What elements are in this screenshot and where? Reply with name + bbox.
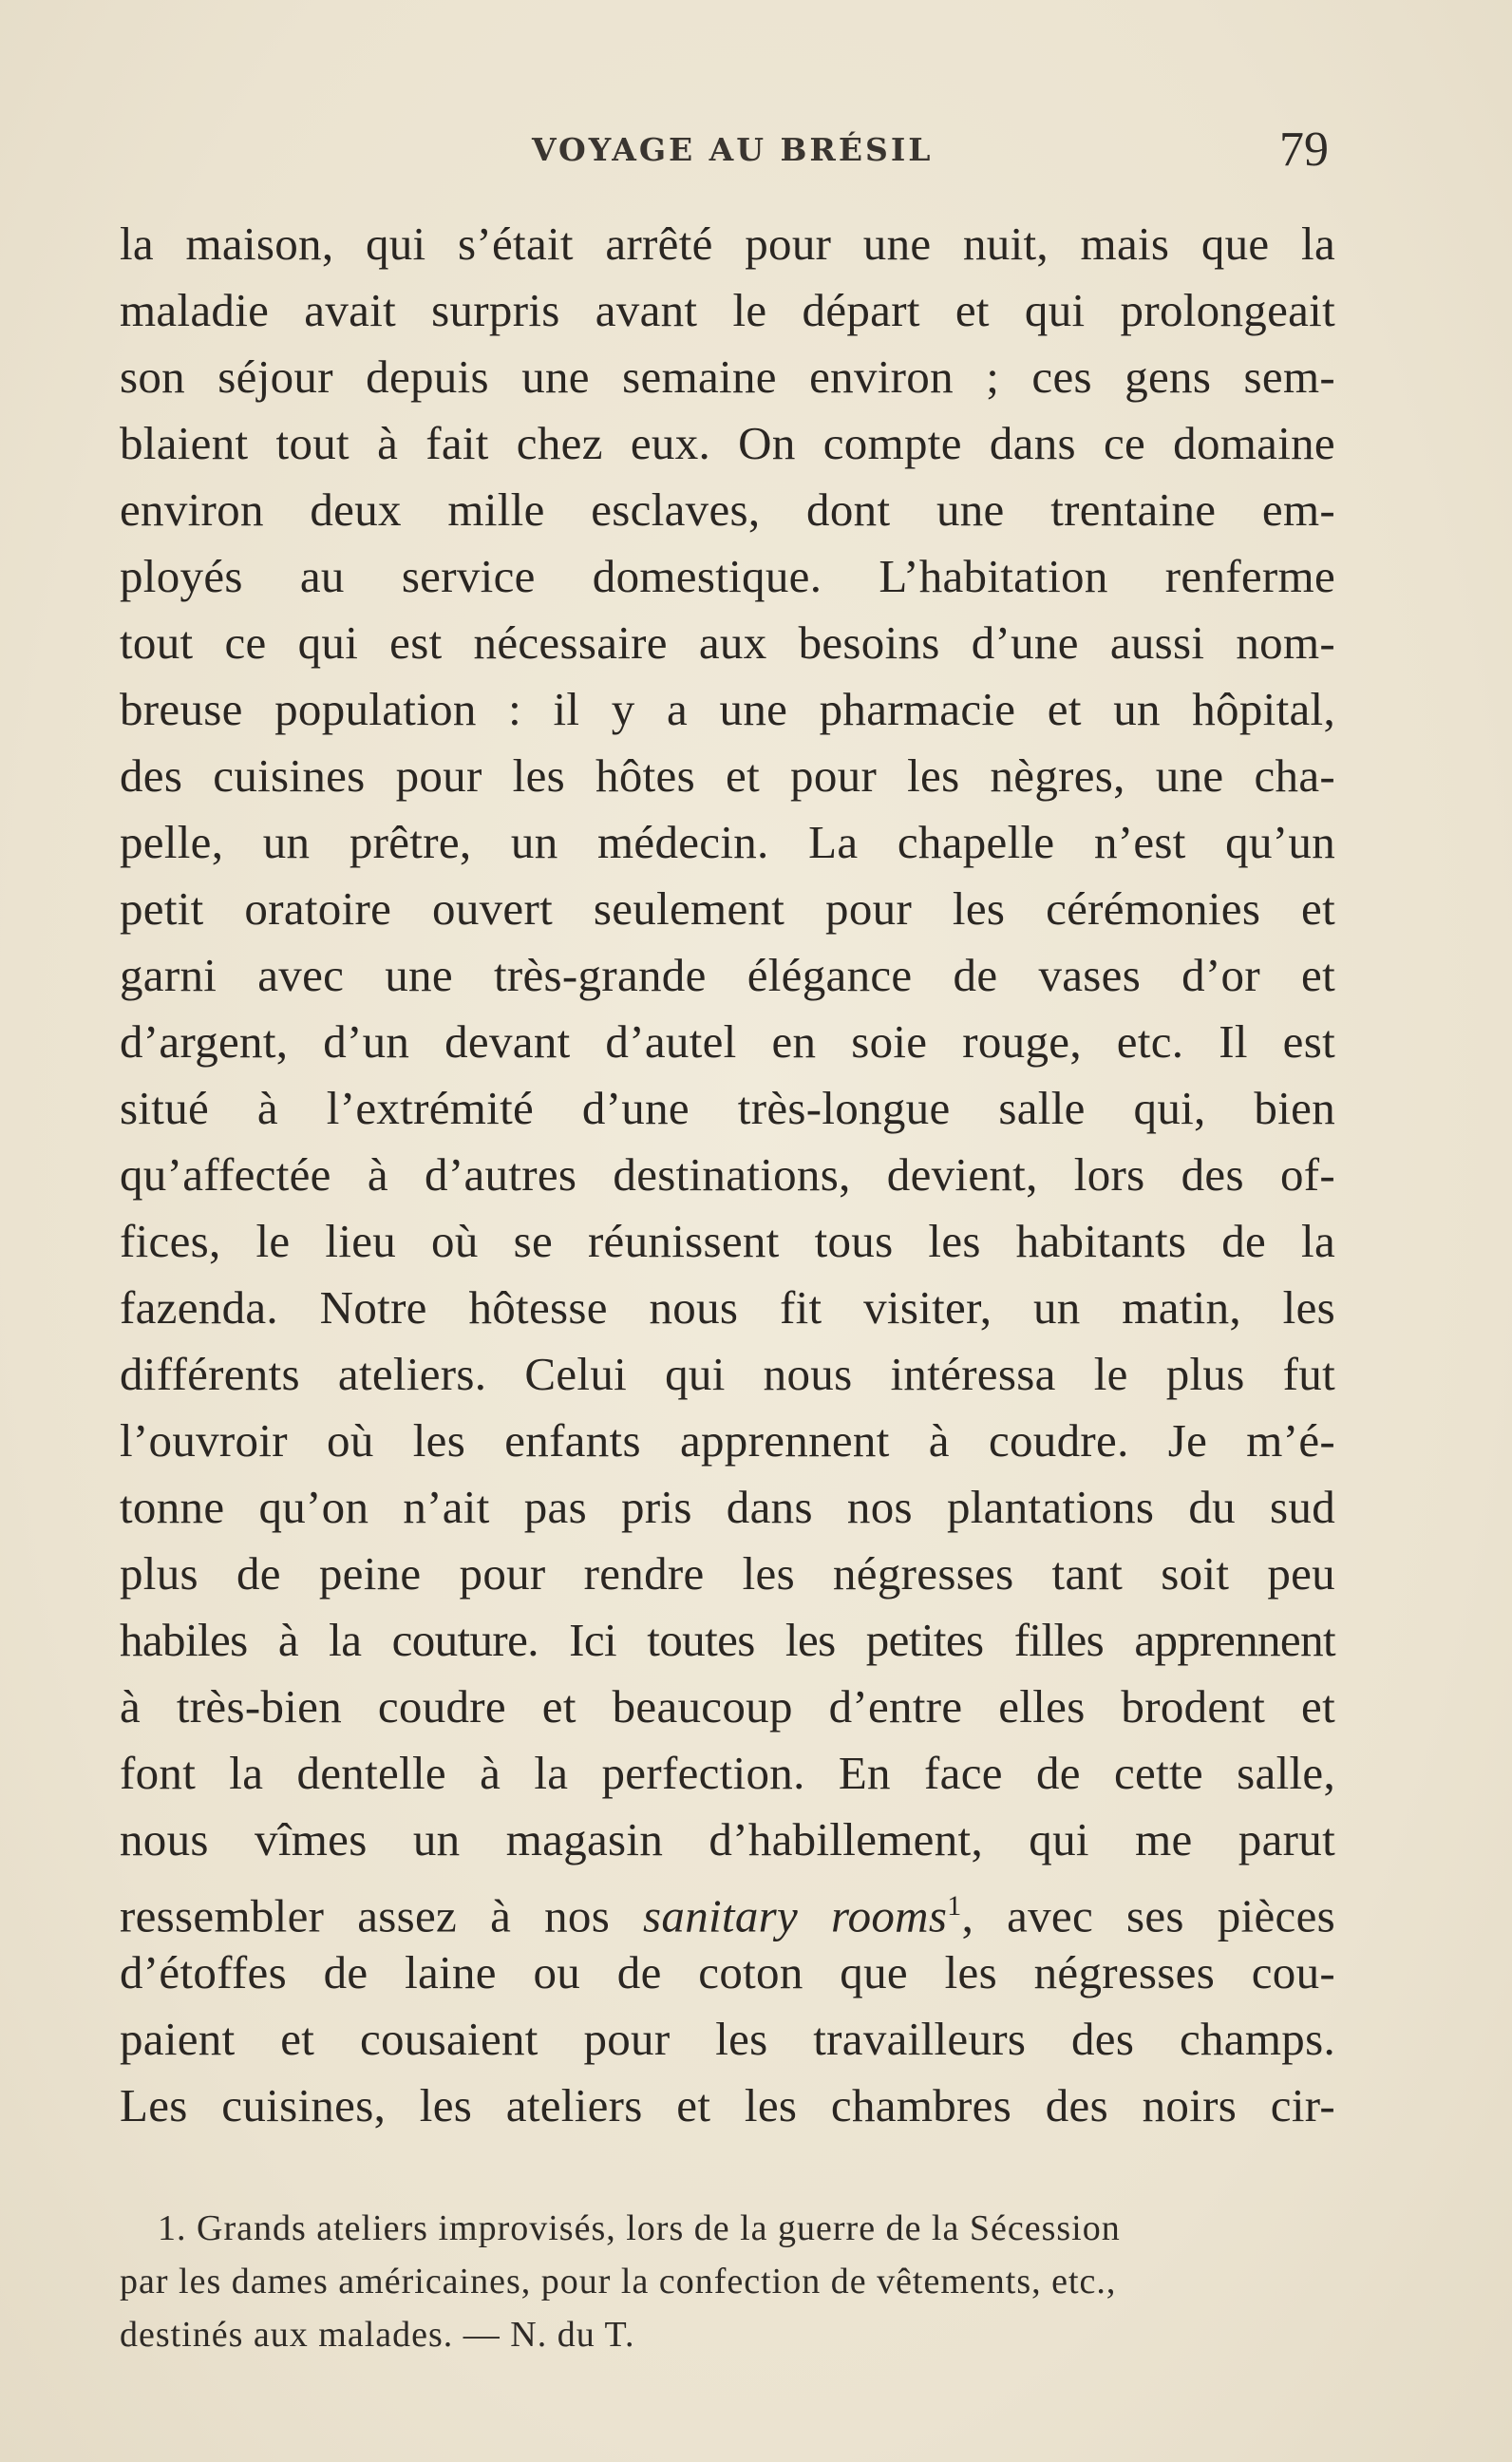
footnote-line: par les dames américaines, pour la confection de vêtements, etc., [120, 2262, 1117, 2301]
footnote-line: destinés aux malades. — N. du T. [120, 2315, 635, 2355]
footnote-reference: 1 [947, 1890, 962, 1922]
italic-term: sanitary rooms [643, 1889, 948, 1942]
text-line: ployés au service domestique. L’habitation renferme [120, 550, 1335, 602]
text-line: fazenda. Notre hôtesse nous fit visiter, un matin, les [120, 1281, 1335, 1334]
text-segment: ressembler assez à nos [120, 1889, 644, 1942]
text-line: garni avec une très-grande élégance de vases d’or et [120, 949, 1335, 1001]
running-title: VOYAGE AU BRÉSIL [532, 131, 934, 168]
text-line: breuse population : il y a une pharmacie et un hôpital, [120, 683, 1335, 735]
text-line: maladie avait surpris avant le départ et qui prolongeait [120, 284, 1335, 336]
text-line: son séjour depuis une semaine environ ; ces gens sem- [120, 350, 1335, 403]
text-line: tout ce qui est nécessaire aux besoins d’une aussi nom- [120, 616, 1335, 669]
text-line: tonne qu’on n’ait pas pris dans nos plantations du sud [120, 1481, 1335, 1533]
text-line: plus de peine pour rendre les négresses tant soit peu [120, 1547, 1335, 1600]
text-line: nous vîmes un magasin d’habillement, qui me parut [120, 1813, 1335, 1865]
text-line: paient et cousaient pour les travailleurs des champs. [120, 2013, 1335, 2065]
text-line: d’étoffes de laine ou de coton que les négresses cou- [120, 1946, 1335, 1998]
text-line: différents ateliers. Celui qui nous intéressa le plus fut [120, 1348, 1335, 1400]
text-line: qu’affectée à d’autres destinations, devient, lors des of- [120, 1148, 1335, 1201]
footnote-line: 1. Grands ateliers improvisés, lors de la guerre de la Sécession [158, 2208, 1121, 2248]
text-line: la maison, qui s’était arrêté pour une nuit, mais que la [120, 218, 1335, 270]
text-line: pelle, un prêtre, un médecin. La chapelle n’est qu’un [120, 816, 1335, 868]
text-line: des cuisines pour les hôtes et pour les nègres, une cha- [120, 749, 1335, 802]
text-line: blaient tout à fait chez eux. On compte dans ce domaine [120, 417, 1335, 469]
text-line: à très-bien coudre et beaucoup d’entre elles brodent et [120, 1680, 1335, 1733]
text-line: petit oratoire ouvert seulement pour les cérémonies et [120, 882, 1335, 935]
text-line: Les cuisines, les ateliers et les chambres des noirs cir- [120, 2079, 1335, 2131]
page-number: 79 [1279, 123, 1329, 177]
text-line: l’ouvroir où les enfants apprennent à coudre. Je m’é- [120, 1414, 1335, 1467]
body-text [120, 211, 1335, 2139]
text-line: habiles à la couture. Ici toutes les petites filles apprennent [120, 1614, 1335, 1666]
footnote [120, 2202, 1318, 2361]
text-line: d’argent, d’un devant d’autel en soie rouge, etc. Il est [120, 1015, 1335, 1068]
text-line-with-note [120, 1873, 1335, 1940]
text-line: situé à l’extrémité d’une très-longue salle qui, bien [120, 1082, 1335, 1134]
text-line: environ deux mille esclaves, dont une trentaine em- [120, 483, 1335, 536]
text-line: font la dentelle à la perfection. En face de cette salle, [120, 1747, 1335, 1799]
text-line: fices, le lieu où se réunissent tous les habitants de la [120, 1215, 1335, 1267]
text-segment: , avec ses pièces [961, 1889, 1335, 1942]
